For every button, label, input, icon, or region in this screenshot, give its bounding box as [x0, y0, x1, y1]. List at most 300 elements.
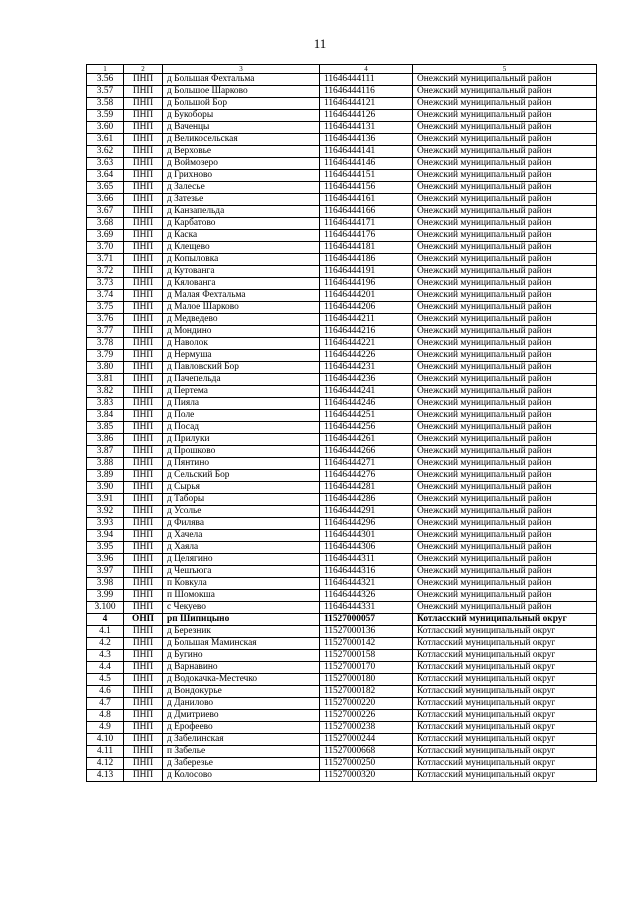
type-cell: ПНП	[124, 458, 163, 470]
municipality-cell: Онежский муниципальный район	[413, 266, 597, 278]
table-row	[87, 434, 597, 446]
oktmo-code-cell: 11646444136	[320, 134, 413, 146]
table-row	[87, 614, 597, 626]
row-number-cell: 4.11	[87, 746, 124, 758]
row-number-cell: 3.78	[87, 338, 124, 350]
row-number-cell: 3.86	[87, 434, 124, 446]
settlement-name-cell: д Посад	[163, 422, 320, 434]
oktmo-code-cell: 11646444296	[320, 518, 413, 530]
oktmo-code-cell: 11646444256	[320, 422, 413, 434]
row-number-cell: 3.56	[87, 74, 124, 86]
type-cell: ПНП	[124, 206, 163, 218]
type-cell: ПНП	[124, 686, 163, 698]
row-number-cell: 3.79	[87, 350, 124, 362]
oktmo-code-cell: 11646444306	[320, 542, 413, 554]
table-row	[87, 374, 597, 386]
settlement-name-cell: д Ваченцы	[163, 122, 320, 134]
type-cell: ПНП	[124, 374, 163, 386]
oktmo-code-cell: 11527000250	[320, 758, 413, 770]
municipality-cell: Котласский муниципальный округ	[413, 698, 597, 710]
municipality-cell: Котласский муниципальный округ	[413, 686, 597, 698]
settlement-name-cell: д Сельский Бор	[163, 470, 320, 482]
oktmo-code-cell: 11646444161	[320, 194, 413, 206]
type-cell: ПНП	[124, 446, 163, 458]
table-row	[87, 554, 597, 566]
row-number-cell: 3.88	[87, 458, 124, 470]
table-row	[87, 110, 597, 122]
municipality-cell: Котласский муниципальный округ	[413, 734, 597, 746]
oktmo-code-cell: 11646444271	[320, 458, 413, 470]
settlement-name-cell: д Березник	[163, 626, 320, 638]
type-cell: ОНП	[124, 614, 163, 626]
row-number-cell: 3.96	[87, 554, 124, 566]
municipality-cell: Котласский муниципальный округ	[413, 626, 597, 638]
municipality-cell: Онежский муниципальный район	[413, 194, 597, 206]
row-number-cell: 3.67	[87, 206, 124, 218]
table-row	[87, 710, 597, 722]
row-number-cell: 3.75	[87, 302, 124, 314]
oktmo-code-cell: 11646444206	[320, 302, 413, 314]
oktmo-code-cell: 11646444231	[320, 362, 413, 374]
type-cell: ПНП	[124, 266, 163, 278]
municipality-cell: Онежский муниципальный район	[413, 302, 597, 314]
row-number-cell: 4.6	[87, 686, 124, 698]
municipality-cell: Онежский муниципальный район	[413, 182, 597, 194]
table-row	[87, 578, 597, 590]
table-row	[87, 146, 597, 158]
oktmo-code-cell: 11646444131	[320, 122, 413, 134]
settlement-name-cell: д Малое Шарково	[163, 302, 320, 314]
settlement-name-cell: д Каска	[163, 230, 320, 242]
oktmo-code-cell: 11646444246	[320, 398, 413, 410]
oktmo-code-cell: 11646444111	[320, 74, 413, 86]
municipality-cell: Онежский муниципальный район	[413, 458, 597, 470]
oktmo-code-cell: 11527000320	[320, 770, 413, 782]
type-cell: ПНП	[124, 290, 163, 302]
row-number-cell: 3.99	[87, 590, 124, 602]
table-row	[87, 542, 597, 554]
table-row	[87, 494, 597, 506]
table-row	[87, 602, 597, 614]
oktmo-code-cell: 11646444326	[320, 590, 413, 602]
column-header: 3	[163, 65, 320, 74]
row-number-cell: 3.93	[87, 518, 124, 530]
type-cell: ПНП	[124, 578, 163, 590]
oktmo-code-cell: 11646444321	[320, 578, 413, 590]
municipality-cell: Онежский муниципальный район	[413, 338, 597, 350]
settlement-name-cell: д Сырья	[163, 482, 320, 494]
settlement-name-cell: д Поле	[163, 410, 320, 422]
row-number-cell: 3.71	[87, 254, 124, 266]
column-header: 5	[413, 65, 597, 74]
table-row	[87, 74, 597, 86]
settlement-name-cell: д Великосельская	[163, 134, 320, 146]
type-cell: ПНП	[124, 674, 163, 686]
oktmo-code-cell: 11646444126	[320, 110, 413, 122]
settlement-name-cell: д Пянтино	[163, 458, 320, 470]
column-header: 4	[320, 65, 413, 74]
row-number-cell: 3.98	[87, 578, 124, 590]
type-cell: ПНП	[124, 662, 163, 674]
table-row	[87, 482, 597, 494]
municipality-cell: Котласский муниципальный округ	[413, 614, 597, 626]
type-cell: ПНП	[124, 698, 163, 710]
table-row	[87, 350, 597, 362]
settlement-name-cell: д Наволок	[163, 338, 320, 350]
table-row	[87, 302, 597, 314]
row-number-cell: 4.7	[87, 698, 124, 710]
table-row	[87, 446, 597, 458]
table-row	[87, 98, 597, 110]
oktmo-code-cell: 11646444316	[320, 566, 413, 578]
oktmo-code-cell: 11527000668	[320, 746, 413, 758]
oktmo-code-cell: 11527000226	[320, 710, 413, 722]
oktmo-code-cell: 11527000220	[320, 698, 413, 710]
type-cell: ПНП	[124, 506, 163, 518]
row-number-cell: 3.89	[87, 470, 124, 482]
municipality-cell: Онежский муниципальный район	[413, 530, 597, 542]
settlement-name-cell: д Пияла	[163, 398, 320, 410]
type-cell: ПНП	[124, 554, 163, 566]
municipality-cell: Онежский муниципальный район	[413, 242, 597, 254]
type-cell: ПНП	[124, 434, 163, 446]
table-row	[87, 362, 597, 374]
row-number-cell: 4.1	[87, 626, 124, 638]
municipality-cell: Онежский муниципальный район	[413, 122, 597, 134]
row-number-cell: 4.2	[87, 638, 124, 650]
settlement-name-cell: д Бугино	[163, 650, 320, 662]
municipality-cell: Онежский муниципальный район	[413, 410, 597, 422]
oktmo-code-cell: 11527000057	[320, 614, 413, 626]
type-cell: ПНП	[124, 590, 163, 602]
row-number-cell: 3.69	[87, 230, 124, 242]
municipality-cell: Онежский муниципальный район	[413, 554, 597, 566]
type-cell: ПНП	[124, 494, 163, 506]
settlement-name-cell: д Залесье	[163, 182, 320, 194]
settlement-name-cell: д Клещево	[163, 242, 320, 254]
settlement-name-cell: д Павловский Бор	[163, 362, 320, 374]
type-cell: ПНП	[124, 110, 163, 122]
row-number-cell: 4.5	[87, 674, 124, 686]
row-number-cell: 3.100	[87, 602, 124, 614]
type-cell: ПНП	[124, 122, 163, 134]
row-number-cell: 3.68	[87, 218, 124, 230]
oktmo-code-cell: 11527000142	[320, 638, 413, 650]
oktmo-code-cell: 11646444186	[320, 254, 413, 266]
type-cell: ПНП	[124, 542, 163, 554]
settlement-name-cell: с Чекуево	[163, 602, 320, 614]
settlement-name-cell: д Вондокурье	[163, 686, 320, 698]
row-number-cell: 3.80	[87, 362, 124, 374]
table-row	[87, 86, 597, 98]
municipality-cell: Онежский муниципальный район	[413, 350, 597, 362]
municipality-cell: Онежский муниципальный район	[413, 218, 597, 230]
municipality-cell: Онежский муниципальный район	[413, 506, 597, 518]
table-row	[87, 530, 597, 542]
type-cell: ПНП	[124, 398, 163, 410]
type-cell: ПНП	[124, 350, 163, 362]
municipality-cell: Онежский муниципальный район	[413, 362, 597, 374]
type-cell: ПНП	[124, 770, 163, 782]
oktmo-code-cell: 11646444116	[320, 86, 413, 98]
table-row	[87, 326, 597, 338]
row-number-cell: 3.92	[87, 506, 124, 518]
oktmo-code-cell: 11646444196	[320, 278, 413, 290]
settlement-name-cell: д Прошково	[163, 446, 320, 458]
row-number-cell: 3.57	[87, 86, 124, 98]
row-number-cell: 4.12	[87, 758, 124, 770]
oktmo-code-cell: 11646444211	[320, 314, 413, 326]
settlement-name-cell: д Большая Маминская	[163, 638, 320, 650]
row-number-cell: 3.60	[87, 122, 124, 134]
municipality-cell: Онежский муниципальный район	[413, 422, 597, 434]
table-row	[87, 638, 597, 650]
table-row	[87, 698, 597, 710]
settlement-name-cell: д Заберезье	[163, 758, 320, 770]
settlement-name-cell: д Медведево	[163, 314, 320, 326]
type-cell: ПНП	[124, 638, 163, 650]
settlement-name-cell: д Кутованга	[163, 266, 320, 278]
settlement-name-cell: д Большая Фехтальма	[163, 74, 320, 86]
row-number-cell: 3.82	[87, 386, 124, 398]
table-row	[87, 674, 597, 686]
settlement-name-cell: д Копыловка	[163, 254, 320, 266]
municipality-cell: Онежский муниципальный район	[413, 314, 597, 326]
table-row	[87, 194, 597, 206]
type-cell: ПНП	[124, 386, 163, 398]
row-number-cell: 3.77	[87, 326, 124, 338]
row-number-cell: 4.8	[87, 710, 124, 722]
oktmo-code-cell: 11527000170	[320, 662, 413, 674]
type-cell: ПНП	[124, 710, 163, 722]
type-cell: ПНП	[124, 254, 163, 266]
oktmo-code-cell: 11646444311	[320, 554, 413, 566]
settlement-name-cell: д Колосово	[163, 770, 320, 782]
oktmo-code-cell: 11646444241	[320, 386, 413, 398]
settlement-name-cell: д Кялованга	[163, 278, 320, 290]
municipality-cell: Котласский муниципальный округ	[413, 770, 597, 782]
table-row	[87, 746, 597, 758]
type-cell: ПНП	[124, 134, 163, 146]
type-cell: ПНП	[124, 242, 163, 254]
oktmo-code-cell: 11646444191	[320, 266, 413, 278]
oktmo-code-cell: 11527000158	[320, 650, 413, 662]
type-cell: ПНП	[124, 182, 163, 194]
municipality-cell: Онежский муниципальный район	[413, 590, 597, 602]
row-number-cell: 4	[87, 614, 124, 626]
row-number-cell: 3.84	[87, 410, 124, 422]
settlement-name-cell: д Данилово	[163, 698, 320, 710]
row-number-cell: 3.91	[87, 494, 124, 506]
type-cell: ПНП	[124, 302, 163, 314]
type-cell: ПНП	[124, 746, 163, 758]
row-number-cell: 3.72	[87, 266, 124, 278]
type-cell: ПНП	[124, 530, 163, 542]
type-cell: ПНП	[124, 314, 163, 326]
oktmo-code-cell: 11646444281	[320, 482, 413, 494]
row-number-cell: 4.4	[87, 662, 124, 674]
settlement-name-cell: п Забелье	[163, 746, 320, 758]
oktmo-code-cell: 11646444216	[320, 326, 413, 338]
settlement-name-cell: д Грихново	[163, 170, 320, 182]
row-number-cell: 3.65	[87, 182, 124, 194]
type-cell: ПНП	[124, 602, 163, 614]
table-row	[87, 422, 597, 434]
municipality-cell: Онежский муниципальный район	[413, 206, 597, 218]
table-row	[87, 266, 597, 278]
table-row	[87, 338, 597, 350]
table-row	[87, 758, 597, 770]
table-header-row	[87, 65, 597, 74]
oktmo-code-cell: 11646444331	[320, 602, 413, 614]
table-row	[87, 122, 597, 134]
settlement-name-cell: п Ковкула	[163, 578, 320, 590]
oktmo-code-cell: 11646444151	[320, 170, 413, 182]
row-number-cell: 3.85	[87, 422, 124, 434]
type-cell: ПНП	[124, 230, 163, 242]
oktmo-code-cell: 11527000238	[320, 722, 413, 734]
table-row	[87, 134, 597, 146]
municipality-cell: Онежский муниципальный район	[413, 290, 597, 302]
settlement-name-cell: д Пачепельда	[163, 374, 320, 386]
settlement-name-cell: п Шомокша	[163, 590, 320, 602]
municipality-cell: Онежский муниципальный район	[413, 74, 597, 86]
settlement-name-cell: д Ерофеево	[163, 722, 320, 734]
type-cell: ПНП	[124, 482, 163, 494]
oktmo-code-cell: 11646444141	[320, 146, 413, 158]
table-row	[87, 386, 597, 398]
type-cell: ПНП	[124, 146, 163, 158]
oktmo-code-cell: 11646444156	[320, 182, 413, 194]
municipality-cell: Онежский муниципальный район	[413, 482, 597, 494]
table-row	[87, 206, 597, 218]
type-cell: ПНП	[124, 338, 163, 350]
settlement-name-cell: д Таборы	[163, 494, 320, 506]
table-row	[87, 566, 597, 578]
type-cell: ПНП	[124, 362, 163, 374]
table-row	[87, 734, 597, 746]
row-number-cell: 3.63	[87, 158, 124, 170]
table-row	[87, 470, 597, 482]
settlement-name-cell: д Воймозеро	[163, 158, 320, 170]
table-row	[87, 170, 597, 182]
type-cell: ПНП	[124, 74, 163, 86]
table-row	[87, 518, 597, 530]
settlement-name-cell: д Верховье	[163, 146, 320, 158]
table-row	[87, 254, 597, 266]
municipality-cell: Онежский муниципальный район	[413, 470, 597, 482]
municipality-cell: Онежский муниципальный район	[413, 230, 597, 242]
oktmo-code-cell: 11646444261	[320, 434, 413, 446]
table-row	[87, 686, 597, 698]
table-row	[87, 506, 597, 518]
settlement-name-cell: д Карбатово	[163, 218, 320, 230]
municipality-cell: Онежский муниципальный район	[413, 602, 597, 614]
oktmo-code-cell: 11646444266	[320, 446, 413, 458]
settlement-name-cell: д Мондино	[163, 326, 320, 338]
oktmo-code-cell: 11646444251	[320, 410, 413, 422]
table-row	[87, 458, 597, 470]
row-number-cell: 3.83	[87, 398, 124, 410]
oktmo-code-cell: 11646444236	[320, 374, 413, 386]
row-number-cell: 3.87	[87, 446, 124, 458]
municipality-cell: Онежский муниципальный район	[413, 110, 597, 122]
municipality-cell: Онежский муниципальный район	[413, 494, 597, 506]
oktmo-code-cell: 11527000180	[320, 674, 413, 686]
row-number-cell: 3.59	[87, 110, 124, 122]
settlement-name-cell: д Большое Шарково	[163, 86, 320, 98]
settlement-name-cell: д Большой Бор	[163, 98, 320, 110]
municipality-cell: Онежский муниципальный район	[413, 386, 597, 398]
type-cell: ПНП	[124, 518, 163, 530]
settlement-name-cell: д Водокачка-Местечко	[163, 674, 320, 686]
table-row	[87, 242, 597, 254]
table-row	[87, 218, 597, 230]
municipality-cell: Котласский муниципальный округ	[413, 638, 597, 650]
table-row	[87, 662, 597, 674]
oktmo-code-cell: 11646444291	[320, 506, 413, 518]
table-row	[87, 314, 597, 326]
row-number-cell: 3.95	[87, 542, 124, 554]
row-number-cell: 3.76	[87, 314, 124, 326]
type-cell: ПНП	[124, 218, 163, 230]
municipality-cell: Онежский муниципальный район	[413, 146, 597, 158]
type-cell: ПНП	[124, 326, 163, 338]
type-cell: ПНП	[124, 158, 163, 170]
type-cell: ПНП	[124, 86, 163, 98]
table-row	[87, 626, 597, 638]
settlement-name-cell: д Букоборы	[163, 110, 320, 122]
table-row	[87, 398, 597, 410]
settlements-table	[86, 64, 597, 782]
oktmo-code-cell: 11646444171	[320, 218, 413, 230]
table-row	[87, 650, 597, 662]
type-cell: ПНП	[124, 98, 163, 110]
municipality-cell: Котласский муниципальный округ	[413, 758, 597, 770]
municipality-cell: Онежский муниципальный район	[413, 518, 597, 530]
type-cell: ПНП	[124, 566, 163, 578]
oktmo-code-cell: 11646444176	[320, 230, 413, 242]
municipality-cell: Котласский муниципальный округ	[413, 722, 597, 734]
oktmo-code-cell: 11646444121	[320, 98, 413, 110]
table-row	[87, 290, 597, 302]
row-number-cell: 3.64	[87, 170, 124, 182]
settlement-name-cell: д Дмитриево	[163, 710, 320, 722]
municipality-cell: Онежский муниципальный район	[413, 134, 597, 146]
type-cell: ПНП	[124, 722, 163, 734]
municipality-cell: Онежский муниципальный район	[413, 374, 597, 386]
settlement-name-cell: д Усолье	[163, 506, 320, 518]
municipality-cell: Онежский муниципальный район	[413, 170, 597, 182]
municipality-cell: Онежский муниципальный район	[413, 542, 597, 554]
oktmo-code-cell: 11646444301	[320, 530, 413, 542]
municipality-cell: Онежский муниципальный район	[413, 326, 597, 338]
municipality-cell: Онежский муниципальный район	[413, 398, 597, 410]
table-row	[87, 158, 597, 170]
oktmo-code-cell: 11646444221	[320, 338, 413, 350]
settlement-name-cell: д Забелинская	[163, 734, 320, 746]
municipality-cell: Онежский муниципальный район	[413, 434, 597, 446]
row-number-cell: 3.62	[87, 146, 124, 158]
oktmo-code-cell: 11646444286	[320, 494, 413, 506]
table-row	[87, 590, 597, 602]
settlement-name-cell: д Нермуша	[163, 350, 320, 362]
settlement-name-cell: д Пертема	[163, 386, 320, 398]
settlement-name-cell: д Филява	[163, 518, 320, 530]
settlement-name-cell: д Хаяла	[163, 542, 320, 554]
table-row	[87, 182, 597, 194]
type-cell: ПНП	[124, 422, 163, 434]
